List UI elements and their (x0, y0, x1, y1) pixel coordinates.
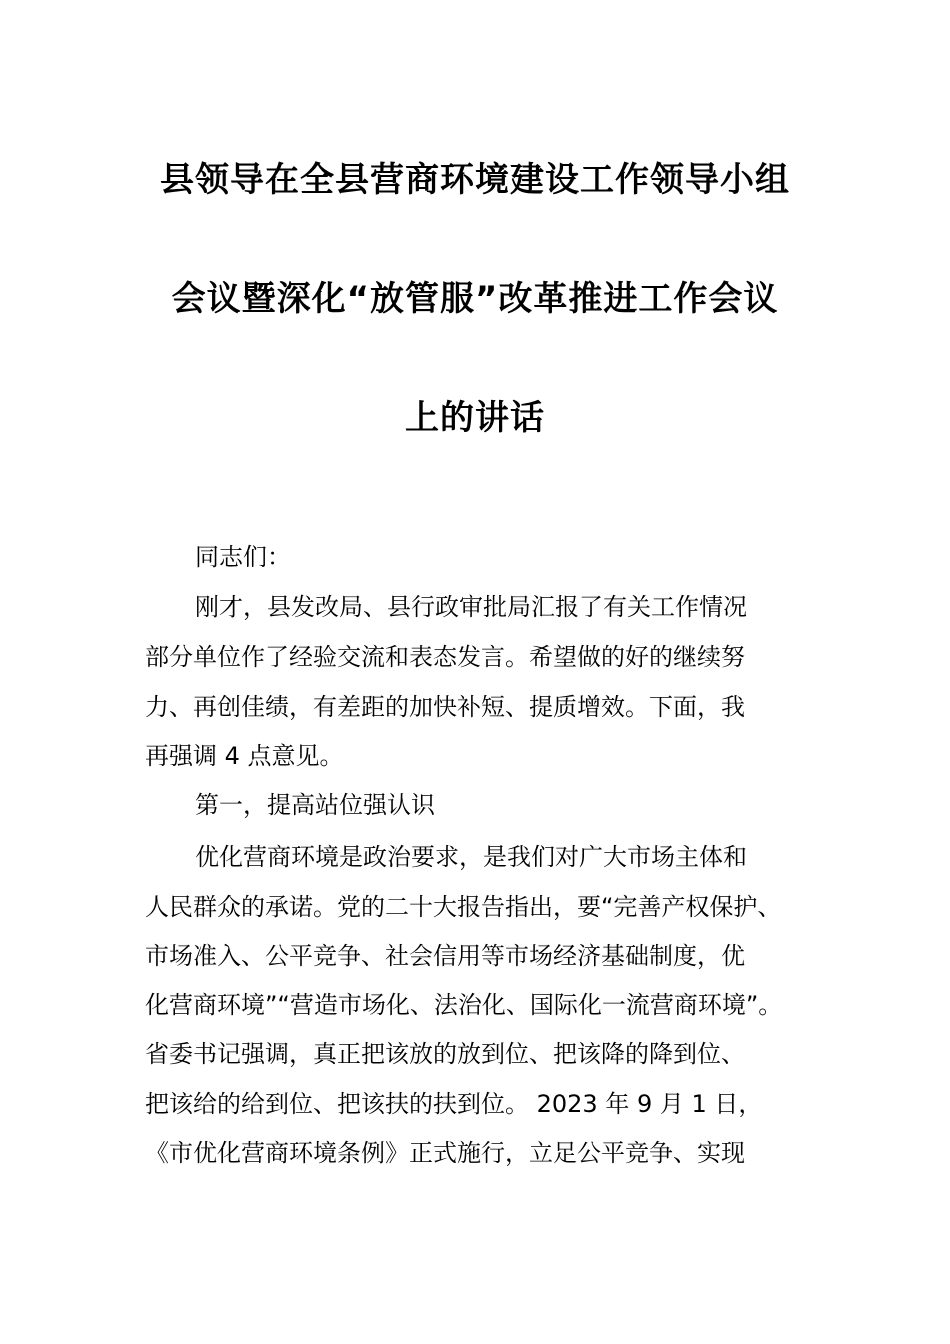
paragraph-line: 《市优化营商环境条例》正式施行，立足公平竞争、实现 (145, 1139, 745, 1167)
paragraph-line: 优化营商环境是政治要求，是我们对广大市场主体和 (195, 843, 747, 871)
document-title-line-2: 会议暨深化“放管服”改革推进工作会议 (171, 279, 779, 319)
paragraph-line: 化营商环境”“营造市场化、法治化、国际化一流营商环境”。 (145, 991, 783, 1019)
paragraph-line: 省委书记强调，真正把该放的放到位、把该降的降到位、 (145, 1040, 745, 1068)
section-heading: 第一，提高站位强认识 (195, 791, 435, 819)
paragraph-line: 力、再创佳绩，有差距的加快补短、提质增效。下面，我 (145, 693, 745, 721)
paragraph-line: 人民群众的承诺。党的二十大报告指出，要“完善产权保护、 (145, 893, 782, 921)
document-title-line-1: 县领导在全县营商环境建设工作领导小组 (160, 160, 790, 200)
paragraph-line: 再强调 4 点意见。 (145, 742, 344, 770)
document-title-line-3: 上的讲话 (405, 398, 545, 438)
paragraph-line: 把该给的给到位、把该扶的扶到位。 2023 年 9 月 1 日， (145, 1090, 763, 1118)
salutation: 同志们： (195, 543, 291, 571)
paragraph-line: 市场准入、公平竞争、社会信用等市场经济基础制度，优 (145, 942, 745, 970)
paragraph-line: 部分单位作了经验交流和表态发言。希望做的好的继续努 (145, 643, 745, 671)
paragraph-line: 刚才，县发改局、县行政审批局汇报了有关工作情况 (195, 593, 747, 621)
